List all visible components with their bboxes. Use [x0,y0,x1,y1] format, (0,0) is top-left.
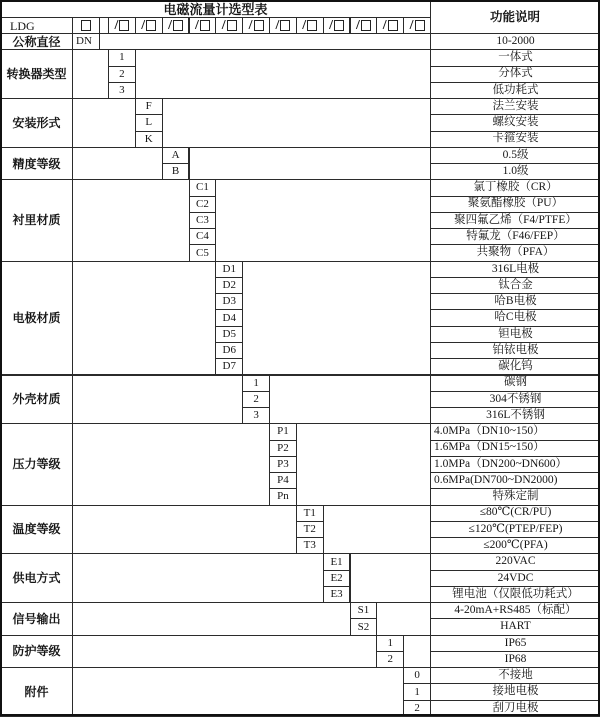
slot-slash: / [168,17,173,33]
code-cell: 2 [403,700,431,717]
slot-slash: / [382,17,387,33]
code-cell: P3 [269,456,297,473]
function-cell: 1.6MPa（DN15~150） [430,440,600,457]
code-box-icon [307,20,317,31]
code-cell: P2 [269,440,297,457]
code-cell: 2 [108,66,136,83]
table-title: 电磁流量计选型表 [0,0,431,18]
function-cell: 1.0MPa（DN200~DN600） [430,456,600,473]
function-cell: 碳钢 [430,375,600,392]
model-code-slot [215,17,243,34]
code-cell: C5 [189,244,217,261]
function-cell: 不接地 [430,667,600,684]
function-cell: 刮刀电极 [430,700,600,717]
code-box-icon [146,20,156,31]
slot-slash: / [221,17,226,33]
code-cell: T1 [296,505,324,522]
function-cell: 一体式 [430,49,600,66]
model-code-slot [135,17,163,34]
code-cell: C3 [189,212,217,229]
spacer-cell [72,261,216,376]
function-cell: 碳化钨 [430,358,600,375]
model-code-slot [108,17,136,34]
spacer-cell [376,602,431,636]
code-box-icon [280,20,290,31]
function-cell: IP68 [430,651,600,668]
spacer-cell [72,635,377,669]
code-cell: D2 [215,277,243,294]
code-box-icon [254,20,264,31]
code-cell: 1 [108,49,136,66]
function-cell: 接地电极 [430,683,600,700]
slot-slash: / [329,17,334,33]
model-code-slot [376,17,404,34]
function-cell: HART [430,618,600,635]
code-cell: D7 [215,358,243,375]
group-label-7: 压力等级 [0,423,73,505]
code-cell: 0 [403,667,431,684]
group-label-5: 电极材质 [0,261,73,376]
function-cell: 聚四氟乙烯（F4/PTFE） [430,212,600,229]
slot-slash: / [248,17,253,33]
function-cell: 低功耗式 [430,82,600,99]
code-box-icon [415,20,425,31]
code-cell: F [135,98,163,115]
function-cell: 钽电极 [430,326,600,343]
model-code-slot [323,17,351,34]
code-box-icon [227,20,237,31]
code-cell: DN [72,33,100,50]
function-cell: 316L不锈钢 [430,407,600,424]
code-cell: S1 [350,602,378,619]
code-cell: C2 [189,196,217,213]
function-cell: 304不锈钢 [430,391,600,408]
code-cell: D4 [215,309,243,326]
spacer-cell [242,261,431,376]
model-code-slot [350,17,378,34]
code-cell: C1 [189,179,217,196]
group-label-3: 精度等级 [0,147,73,181]
code-cell: B [162,163,190,180]
code-cell: 1 [376,635,404,652]
function-cell: 分体式 [430,66,600,83]
function-cell: ≤120℃(PTEP/FEP) [430,521,600,538]
function-cell: 聚氨酯橡胶（PU） [430,196,600,213]
code-box-icon [334,20,344,31]
function-cell: ≤200℃(PFA) [430,537,600,554]
group-label-9: 供电方式 [0,553,73,603]
function-cell: 特氟龙（F46/FEP） [430,228,600,245]
model-code-box [72,17,100,34]
spacer-cell [72,49,109,99]
spacer-cell [72,505,297,555]
code-cell: 1 [242,375,270,392]
function-cell: 10-2000 [430,33,600,50]
slot-slash: / [302,17,307,33]
spacer-cell [72,147,163,181]
spacer-cell [269,375,431,425]
spacer-cell [72,98,136,148]
function-cell: 0.6MPa(DN700~DN2000) [430,472,600,489]
slot-slash: / [114,17,119,33]
function-cell: 哈C电极 [430,309,600,326]
slot-slash: / [275,17,280,33]
spacer-cell [72,179,190,261]
spacer-cell [72,602,351,636]
function-cell: 氯丁橡胶（CR） [430,179,600,196]
function-cell: 0.5级 [430,147,600,164]
model-code-slot [242,17,270,34]
code-box-icon [200,20,210,31]
code-cell: D3 [215,293,243,310]
code-cell: L [135,114,163,131]
spacer-cell [72,375,243,425]
spacer-cell [72,553,324,603]
code-cell: P1 [269,423,297,440]
model-code-slot [296,17,324,34]
spacer-cell [403,635,431,669]
spacer-cell [162,98,431,148]
function-column-header: 功能说明 [430,0,600,34]
group-label-6: 外壳材质 [0,375,73,425]
model-code-slot [162,17,190,34]
function-cell: ≤80℃(CR/PU) [430,505,600,522]
code-cell: K [135,131,163,148]
slot-slash: / [409,17,414,33]
function-cell: 316L电极 [430,261,600,278]
code-cell: D6 [215,342,243,359]
function-cell: 特殊定制 [430,488,600,505]
group-label-2: 安装形式 [0,98,73,148]
group-label-12: 附件 [0,667,73,717]
code-box-icon [388,20,398,31]
function-cell: 卡箍安装 [430,131,600,148]
code-box-icon [361,20,371,31]
group-label-11: 防护等级 [0,635,73,669]
code-box-icon [81,20,91,31]
code-cell: 3 [242,407,270,424]
code-cell: 2 [376,651,404,668]
model-code-slot [403,17,431,34]
spacer-cell [189,147,432,181]
code-cell: C4 [189,228,217,245]
slot-slash: / [194,17,199,33]
spacer-cell [99,33,431,50]
function-cell: 4-20mA+RS485（标配） [430,602,600,619]
code-cell: D1 [215,261,243,278]
spacer-cell [323,505,431,555]
slot-slash: / [141,17,146,33]
spacer-cell [296,423,431,505]
code-cell: P4 [269,472,297,489]
function-cell: 共聚物（PFA） [430,244,600,261]
function-cell: 铂铱电极 [430,342,600,359]
function-cell: 法兰安装 [430,98,600,115]
spacer-cell [215,179,431,261]
group-label-4: 衬里材质 [0,179,73,261]
code-cell: E3 [323,586,351,603]
function-cell: 1.0级 [430,163,600,180]
spacer-cell [72,423,270,505]
spacer-cell [350,553,432,603]
spacer-cell [135,49,431,99]
function-cell: 螺纹安装 [430,114,600,131]
code-cell: E1 [323,553,351,570]
code-cell: E2 [323,570,351,587]
code-box-icon [119,20,129,31]
group-label-1: 转换器类型 [0,49,73,99]
slot-slash: / [355,17,360,33]
function-cell: 4.0MPa（DN10~150） [430,423,600,440]
group-label-8: 温度等级 [0,505,73,555]
model-code-slot [189,17,217,34]
code-cell: Pn [269,488,297,505]
function-cell: 24VDC [430,570,600,587]
code-cell: T2 [296,521,324,538]
code-cell: 3 [108,82,136,99]
function-cell: 钛合金 [430,277,600,294]
code-box-icon [173,20,183,31]
code-cell: 1 [403,683,431,700]
code-cell: A [162,147,190,164]
group-label-0: 公称直径 [0,33,73,50]
code-cell: T3 [296,537,324,554]
function-cell: 220VAC [430,553,600,570]
function-cell: 锂电池（仅限低功耗式） [430,586,600,603]
group-label-10: 信号输出 [0,602,73,636]
model-code-slot [269,17,297,34]
code-cell: D5 [215,326,243,343]
function-cell: 哈B电极 [430,293,600,310]
function-cell: IP65 [430,635,600,652]
code-cell: 2 [242,391,270,408]
spacer-cell [72,667,404,717]
model-prefix: LDG [0,17,73,34]
code-cell: S2 [350,618,378,635]
